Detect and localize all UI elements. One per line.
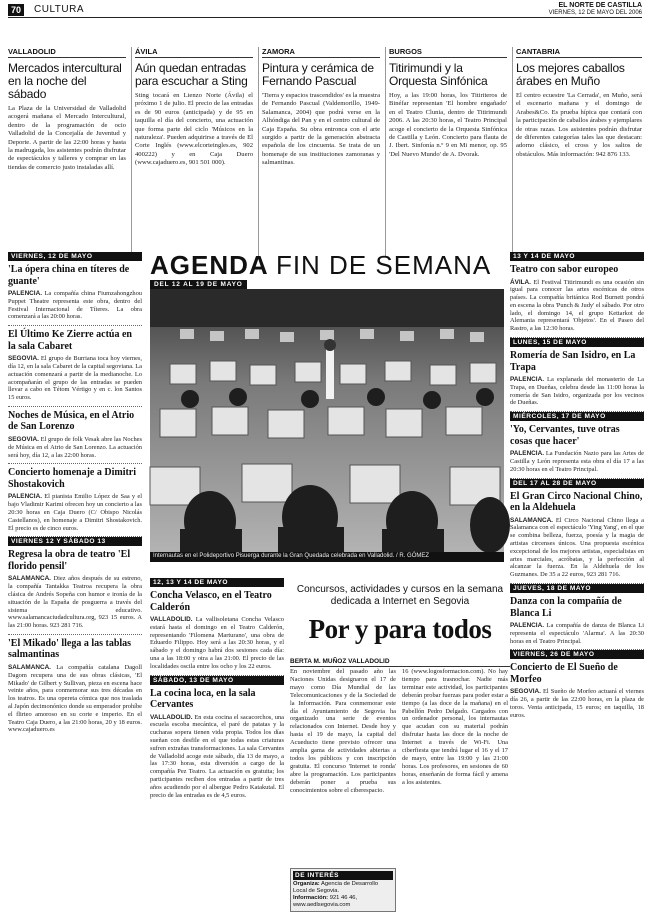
event-body xyxy=(8,493,142,532)
column-divider xyxy=(512,47,513,257)
story-body: Hoy, a las 19:00 horas, los Titiriteros de Binéfar representan 'El hombre engañado' en el Teatro Clunia, dentro de Titirimundi 2006. A las 20:30 horas, el Teatro Principal acoge el concierto de la Orquesta Sinfónica de Castilla y León. Concierto para flauta de J. Ibert. Sinfonía n.º 9 en Mi menor, op. 95 'Del Nuevo Mundo' de A. Dvorak. xyxy=(389,92,507,158)
event-title: La cocina loca, en la sala Cervantes xyxy=(150,687,256,711)
center-column xyxy=(150,578,284,898)
story-title: Aún quedan entradas para escuchar a Sting xyxy=(135,61,248,88)
event-text: El grupo de Burriana toca hoy viernes, día 12, en la sala Cabaret de la capital segoviana. La actuación comenzará a partir de la medianoche. Lo acompañarán el grupo de las entradas se pueden llevar a cabo en Tétom Vértigo y en c. lon Santos 15 euros. xyxy=(8,355,142,402)
event-body xyxy=(510,279,644,334)
event-text: El pianista Emilio López de Saa y el bajo Vladimir Karimi ofrecen hoy un concierto a las 20:30 horas en Caja Duero (C/ Obispo Nicolás Castellanos), en homenaje a Dimitri Shostakovich. El precio es de cinco euros. xyxy=(8,493,142,532)
interest-box xyxy=(290,868,396,912)
event-body xyxy=(510,376,644,407)
event-text: El grupo de folk Vesak abre las Noches de Música en el Atrio de San Lorenzo. La actuación será hoy, día 12, a las 22:00 horas. xyxy=(8,435,142,459)
feature-headline: Por y para todos xyxy=(308,614,492,644)
story-body: El centro ecuestre 'La Cerrada', en Muño, será el escenario mañana y el domingo de Arabes&Co. Es prueba hípica que contará con la participación de caballos árabes y ejemplares de otras razas. Los asistentes podrán disfrutar de diferentes categorías tales las que destacan: adorno clásico, el cross y los saltos de obstáculos. Más información: 942 876 133. xyxy=(516,92,642,158)
feature-column-2: 16 (www.logosformacion.com). No hay tiempo para trasnochar. Nadie más terminar este actividad, los participantes deberán probar fuerzas para poder estar a tiempo (a las doce de la mañana) en el Pabellón Pedro Delgado. Cargados con un ordenador personal, los internautas que acudan con su material podrán disfrutar hasta las doce de la noche de Internet a través de Wi-Fi. Una ciberfiesta que tendrá lugar el 16 y el 17 de mayo, entre las 19:00 y las 21:00 horas. Los profesores, en sesiones de 60 horas, enseñarán de forma fácil y amena a los asistentes. xyxy=(402,668,508,786)
event-location: SALAMANCA. xyxy=(8,663,51,671)
story-location: CANTABRIA xyxy=(516,47,642,58)
event-text: El Circo Nacional Chino llega a Salamanca con el espectáculo 'Ying Yang', en el que se combina belleza, fuerza, poesía y la magia de artistas circenses únicos. Una propuesta escénica excepcional de los mejores artistas, especialistas en artes marciales, acróbatas, y la perfección al alcanzar la fuerza. En la Aldehuela de los Guzmanes. De 35 a 22 euros, 923 281 716. xyxy=(510,516,644,579)
story-location: BURGOS xyxy=(389,47,507,58)
story-title: Mercados intercultural en la noche del sábado xyxy=(8,61,122,101)
organiza-value: Agencia de Desarrollo Local de Segovia. xyxy=(293,881,379,894)
top-story-2 xyxy=(135,47,253,262)
event-text: La explanada del monasterio de La Trapa, en Dueñas, celebra desde las 11:00 horas la romería de San Isidro, organizada por los vecinos de Dueñas. xyxy=(510,376,644,407)
story-location: ZAMORA xyxy=(262,47,380,58)
story-title: Pintura y cerámica de Fernando Pascual xyxy=(262,61,374,88)
top-story-4 xyxy=(389,47,507,262)
top-story-1 xyxy=(8,47,126,262)
event-title: Noches de Música, en el Atrio de San Lorenzo xyxy=(8,409,135,433)
event-location: SEGOVIA. xyxy=(8,435,39,443)
event-title: 'Yo, Cervantes, tuve otras cosas que hacer' xyxy=(510,424,620,447)
separator xyxy=(8,406,142,407)
event-text: La compañía china Fiumzahongzhou Puppet Theatre representa este obra, dentro del Festival Internacional de Títeres. La obra comenzará a las 20:00 horas. xyxy=(8,290,142,321)
event-location: VALLADOLID. xyxy=(150,713,193,721)
event-title: Danza con la compañía de Blanca Li xyxy=(510,596,622,619)
event-title: Teatro con sabor europeo xyxy=(510,264,619,275)
event-text: El Sueño de Morfeo actuará el viernes día 26, a partir de las 22:00 horas, en la plaza de toros. Venta anticipada, 15 euros; en taquilla, 18 euros. xyxy=(510,688,644,719)
event-location: PALENCIA. xyxy=(8,493,42,501)
event-title: El Gran Circo Nacional Chino, en la Aldehuela xyxy=(510,490,643,514)
separator xyxy=(8,325,142,326)
interest-title: DE INTERÉS xyxy=(293,871,393,880)
page-number: 70 xyxy=(8,4,24,16)
event-title: El Último Ke Zierre actúa en la sala Cabaret xyxy=(8,329,132,352)
event-text: Diez años después de su estreno, la compañía Tantakka Teatroa recupera la obra clásica de Andrés Sopeña con humor e ironía de la situación de la España de posguerra a través del sistema educativo. www.salamancaciudadcultura.org, 923 15 euros. A las 21:00 horas. 923 281 716. xyxy=(8,575,142,630)
day-label: DEL 17 AL 28 DE MAYO xyxy=(510,479,644,488)
event-body xyxy=(510,622,644,645)
left-column xyxy=(8,252,142,897)
agenda-title-light: FIN DE SEMANA xyxy=(275,250,492,280)
event-body xyxy=(8,290,142,321)
day-label: JUEVES, 18 DE MAYO xyxy=(510,584,644,593)
agenda-title-bold: AGENDA xyxy=(150,250,268,280)
right-column xyxy=(510,252,644,897)
event-text: La vallisoletana Concha Velasco estará hasta el domingo en el Teatro Calderón, representando 'Filomena Marturano', una obra de Eduardo Filippo. Hoy será a las 20:30 horas, y el sábado y el domingo habrá dos sesiones cada día: una a las 18:00 y otra a las 21:00. El precio de las localidades oscila entre los ocho y los 22 euros. xyxy=(150,616,284,670)
event-text: La Fundación Nazio para las Artes de Castilla y León representa esta obra el día 17 a las 20:30 horas en el Teatro Principal. xyxy=(510,450,644,473)
day-label: 12, 13 Y 14 DE MAYO xyxy=(150,578,284,587)
event-title: Concierto homenaje a Dimitri Shostakovich xyxy=(8,467,137,490)
event-location: PALENCIA. xyxy=(510,376,544,384)
event-title: Concierto de El Sueño de Morfeo xyxy=(510,662,618,685)
agenda-date-range: DEL 12 AL 19 DE MAYO xyxy=(150,280,247,289)
event-location: SEGOVIA. xyxy=(8,355,39,363)
event-body xyxy=(510,517,644,579)
event-text: El Festival Titirimundi es una ocasión sin igual para conocer las artes escénicas de otros países. La compañía británica Rod Burnett pondrá en escena la obra 'Punch & Judy' el sábado. Por otro lado, el domingo 14, el grupo Kettarkot de Alemania representará 'Objetos'. En el Paseo del Rastro, a las 12:30 horas. xyxy=(510,278,644,333)
event-title: 'El Mikado' llega a las tablas salmantinas xyxy=(8,637,132,661)
event-text: En esta cocina el sacacorchos, una escuela escoba mecánica, el paré de patatas y la cucharas sopera tienen vida propia. Todos los días sueñan con desfile en el que todas estas criaturas sufren extrañas transformaciones. La sala Cervantes de Valladolid acoge este sábado, día 13 de mayo, a las 17:30 horas, esta diversión a cargo de la compañía Pez Teatro. La actuación es gratuita; los participantes reciben dos entradas a partir de tres años acudiendo por el albergue Pedro Katakutal. El precio de las entradas es de 4,5 euros. xyxy=(150,713,284,799)
story-location: VALLADOLID xyxy=(8,47,126,58)
day-label: SÁBADO, 13 DE MAYO xyxy=(150,676,284,685)
day-label: MIÉRCOLES, 17 DE MAYO xyxy=(510,412,644,421)
section-name: CULTURA xyxy=(34,4,84,15)
interest-body xyxy=(293,881,393,909)
event-location: PALENCIA. xyxy=(510,450,544,458)
event-body xyxy=(510,688,644,719)
publication-date: VIERNES, 12 DE MAYO DEL 2006 xyxy=(548,10,642,16)
event-body xyxy=(150,616,284,671)
separator xyxy=(8,634,142,635)
day-label: LUNES, 15 DE MAYO xyxy=(510,338,644,347)
event-body xyxy=(8,664,142,734)
event-location: PALENCIA. xyxy=(8,290,42,297)
event-title: Regresa la obra de teatro 'El florido pensil' xyxy=(8,549,131,572)
photo-caption: Internautas en el Polideportivo Pisuerga durante la Gran Quedada celebrada en Valladolid. / R. GÓMEZ xyxy=(150,552,504,562)
story-title: Los mejores caballos árabes en Muño xyxy=(516,61,625,88)
event-title: Concha Velasco, en el Teatro Calderón xyxy=(150,590,272,613)
story-body: Sting tocará en Lienzo Norte (Ávila) el próximo 1 de julio. El precio de las entradas es de 90 euros (anticipada) y de 95 en taquilla el día del concierto, una actuación que forma parte del ciclo 'Músicos en la naturaleza'. Pueden adquirirse a través de El Corte Inglés (www.elcorteingles.es, 902 400222) y en Caja Duero (www.cajaduero.es, 901 501 000). xyxy=(135,92,253,167)
story-location: ÁVILA xyxy=(135,47,253,58)
event-location: SALAMANCA. xyxy=(8,575,51,583)
day-label: VIERNES, 12 DE MAYO xyxy=(8,252,142,261)
info-label: Información: xyxy=(293,895,329,901)
story-body: La Plaza de la Universidad de Valladolid acogerá mañana el Mercado Intercultural, dentro de la programación de ocio Valladolid de la Concejalía de Juventud y Deporte. A partir de las 22:00 horas y hasta la madrugada, los asistentes podrán disfrutar de espectáculos y talleres y comprar en las tiendas de comercio justo instaladas allí. xyxy=(8,105,126,171)
separator xyxy=(8,463,142,464)
event-location: PALENCIA. xyxy=(510,622,544,630)
publication-name: EL NORTE DE CASTILLA xyxy=(558,2,642,9)
feature-byline: BERTA M. MUÑOZ VALLADOLID xyxy=(290,658,510,667)
event-text: La compañía de danza de Blanca Li representa el espectáculo 'Alarma'. A las 20:30 horas en el Teatro Principal. xyxy=(510,622,644,645)
event-title: Romería de San Isidro, en La Trapa xyxy=(510,350,636,373)
event-location: SEGOVIA. xyxy=(510,688,541,696)
top-story-3 xyxy=(262,47,380,262)
event-title: 'La ópera china en títeres de guante' xyxy=(8,264,130,287)
story-body: 'Tierra y espacios trascendidos' es la muestra de Fernando Pascual (Valdemorillo, 1949-Salamanca, 2004) que podrá verse en la Alhóndiga del Pan y en el centro cultural de Caja España. Su obra entronca con el arte surgido a partir de la generación abstracta española de los cincuenta. Se trata de un homenaje de sus instituciones zamoranas y salmantinas. xyxy=(262,92,380,167)
feature-column-1: En noviembre del pasado año las Naciones Unidas designaron el 17 de mayo como Día Mundial de las Telecomunicaciones y de la Sociedad de la Información. Para conmemorar este día el Ayuntamiento de Segovia ha organizado una serie de eventos relacionados con Internet. Desde hoy y hasta el 19 de mayo, la capital del Acueducto tiene previsto ofrecer una amplia gama de actividades abiertas a todos los públicos y con inscripción gratuita. El concurso 'Internet te ronda' abre la programación. Los participantes deberán poner a prueba sus conocimientos sobre el ciberespacio. xyxy=(290,668,396,794)
day-label: 13 Y 14 DE MAYO xyxy=(510,252,644,261)
day-label: VIERNES 12 Y SÁBADO 13 xyxy=(8,537,142,546)
event-body xyxy=(150,714,284,800)
event-body xyxy=(8,575,142,630)
event-location: VALLADOLID. xyxy=(150,616,193,623)
event-body xyxy=(8,436,142,459)
event-location: ÁVILA. xyxy=(510,278,531,286)
column-divider xyxy=(258,47,259,257)
feature-kicker: Concursos, actividades y cursos en la semana dedicada a Internet en Segovia xyxy=(296,584,504,607)
organiza-label: Organiza: xyxy=(293,881,320,887)
event-body xyxy=(510,450,644,473)
info-value: 921 46 46, www.aedlsegovia.com xyxy=(293,895,358,908)
agenda-banner xyxy=(150,252,504,278)
agenda-title xyxy=(150,252,504,278)
event-body xyxy=(8,355,142,402)
column-divider xyxy=(385,47,386,257)
story-title: Titirimundi y la Orquesta Sinfónica xyxy=(389,61,488,88)
page-header xyxy=(8,4,642,18)
column-divider xyxy=(131,47,132,257)
event-location: SALAMANCA. xyxy=(510,516,553,524)
day-label: VIERNES, 26 DE MAYO xyxy=(510,650,644,659)
lan-party-photo xyxy=(150,289,504,559)
event-text: La compañía catalana Dagoll Dagom recupera una de sus obras clásicas, 'El Mikado' de Gilbert y Sullivan, pieza en escena hace veinte años, para conmemorar sus tres décadas en los teatros. Es una opereta cómica que nos traslada al Japón decimonónico donde su emperador prohíbe el flirteo amoroso en su corte e imperio. En el Teatro Caja Duero, a las 21:00 horas, 20 y 18 euros. www.cajaduero.es xyxy=(8,663,142,734)
top-story-5 xyxy=(516,47,642,262)
